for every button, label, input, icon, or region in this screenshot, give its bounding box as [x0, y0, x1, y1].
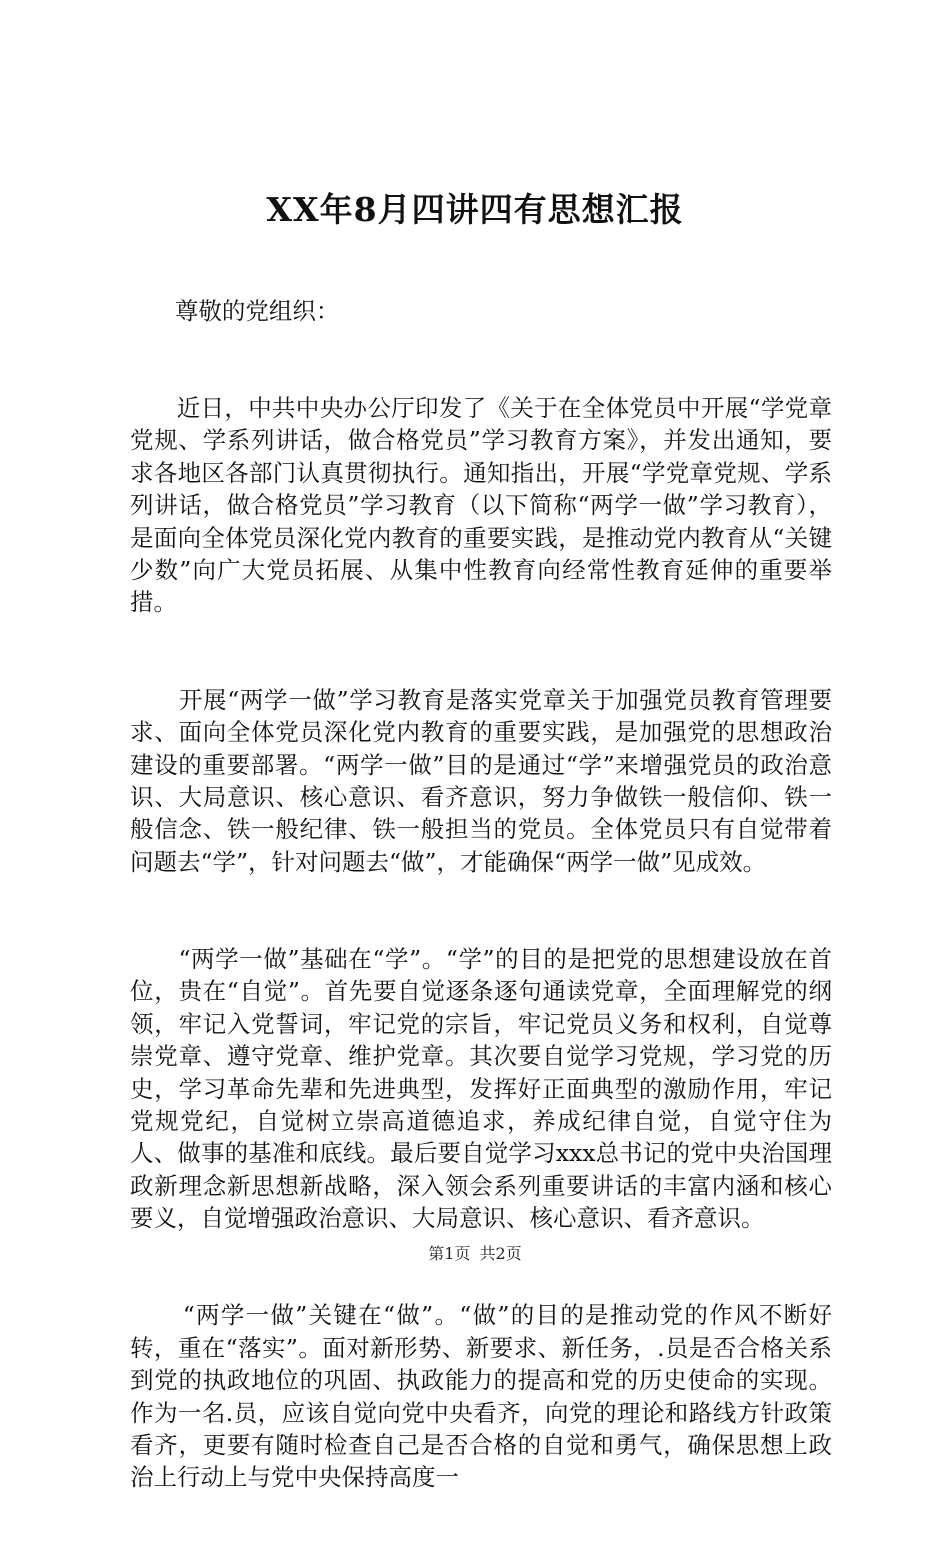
page-total: 共2页: [479, 1244, 522, 1263]
paragraph-text: 开展“两学一做”学习教育是落实党章关于加强党员教育管理要求、面向全体党员深化党内教育的重要实践，是加强党的思想政治建设的重要部署。“两学一做”目的是通过“学”来增强党员的政治意识、大局意识、核心意识、看齐意识，努力争做铁一般信仰、铁一般信念、铁一般纪律、铁一般担当的党员。全体党员只有自觉带着问题去“学”，针对问题去“做”，才能确保“两学一做”见成效。: [130, 685, 833, 876]
salutation-text: 尊敬的党组织：: [174, 296, 340, 325]
paragraph-2: [130, 684, 832, 878]
page-footer: [0, 1243, 950, 1265]
page-number: 第1页: [428, 1244, 471, 1263]
document-body: [130, 230, 832, 1559]
paragraph-text: “两学一做”关键在“做”。“做”的目的是推动党的作风不断好转，重在“落实”。面对新形势、新要求、新任务，.员是否合格关系到党的执政地位的巩固、执政能力的提高和党的历史使命的实现。作为一名.员，应该自觉向党中央看齐，向党的理论和路线方针政策看齐，更要有随时检查自己是否合格的自觉和勇气，确保思想上政治上行动上与党中央保持高度一: [130, 1301, 832, 1492]
paragraph-1: [130, 392, 832, 619]
paragraph-text: “两学一做”基础在“学”。“学”的目的是把党的思想建设放在首位，贵在“自觉”。首先要自觉逐条逐句通读党章，全面理解党的纲领，牢记入党誓词，牢记党的宗旨，牢记党员义务和权利，自觉尊崇党章、遵守党章、维护党章。其次要自觉学习党规，学习党的历史，学习革命先辈和先进典型，发挥好正面典型的激励作用，牢记党规党纪，自觉树立崇高道德追求，养成纪律自觉，自觉守住为人、做事的基准和底线。最后要自觉学习xxx总书记的党中央治国理政新理念新思想新战略，深入领会系列重要讲话的丰富内涵和核心要义，自觉增强政治意识、大局意识、核心意识、看齐意识。: [130, 944, 832, 1233]
paragraph-4: [130, 1299, 832, 1493]
salutation: [130, 295, 832, 327]
paragraph-text: 近日，中共中央办公厅印发了《关于在全体党员中开展“学党章党规、学系列讲话，做合格党员”学习教育方案》，并发出通知，要求各地区各部门认真贯彻执行。通知指出，开展“学党章党规、学系列讲话，做合格党员”学习教育（以下简称“两学一做”学习教育），是面向全体党员深化党内教育的重要实践，是推动党内教育从“关键少数”向广大党员拓展、从集中性教育向经常性教育延伸的重要举措。: [130, 394, 832, 617]
document-title: XX年8月四讲四有思想汇报: [266, 190, 684, 229]
paragraph-3: [130, 943, 832, 1235]
